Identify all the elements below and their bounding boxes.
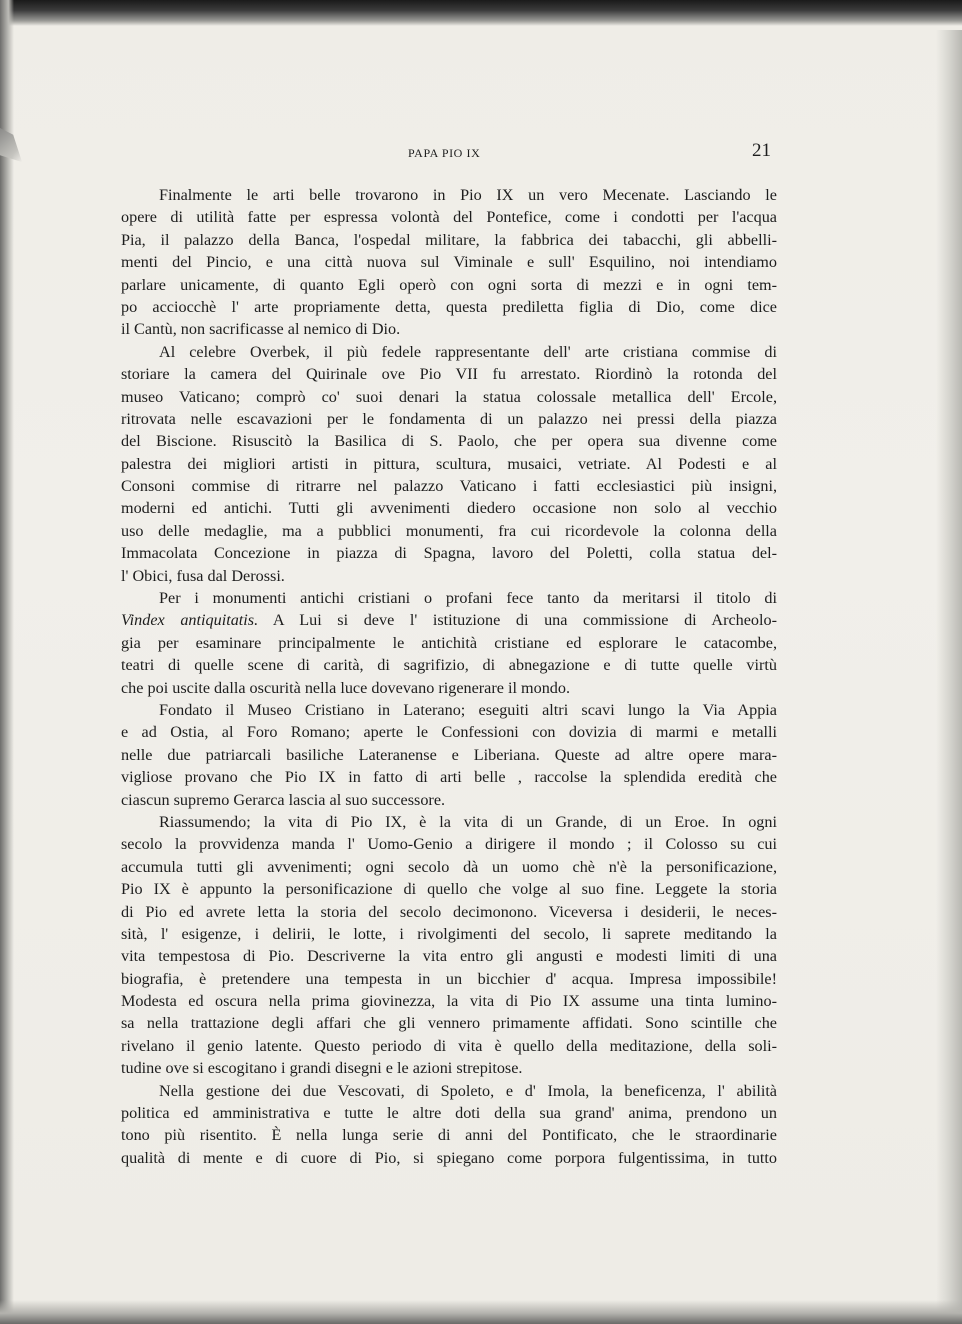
text-line: Modesta ed oscura nella prima giovinezza, la vita di Pio IX assume una tinta lumino-: [121, 992, 777, 1011]
text-line: palestra dei migliori artisti in pittura, scultura, musaici, vetriate. Al Podesti e al: [121, 454, 777, 473]
text-line: parlare unicamente, di quanto Egli operò con ogni sorta di mezzi e in ogni tem-: [121, 275, 777, 294]
text-line: l' Obici, fusa dal Derossi.: [121, 566, 285, 585]
text-line: tudine ove si escogitano i grandi disegni e le azioni strepitose.: [121, 1059, 523, 1078]
text-line: teatri di quelle scene di carità, di sagrifizio, di abnegazione e di tutte quelle virtù: [121, 656, 777, 675]
text-line: rivelano il genio latente. Questo periodo di vita è quello della meditazione, della soli-: [121, 1036, 777, 1055]
text-line: storiare la camera del Quirinale ove Pio VII fu arrestato. Riordinò la rotonda del: [121, 365, 777, 384]
text-line: nelle due patriarcali basiliche Lateranense e Liberiana. Queste ad altre opere mara-: [121, 745, 777, 764]
text-line-rest: A Lui si deve l' istituzione di una commissione di Archeolo-: [258, 611, 777, 630]
scan-left-shadow: [0, 0, 14, 1324]
scan-right-edge: [936, 30, 962, 1324]
text-line: politica ed amministrativa e tutte le altre doti della sua grand' anima, prendono un: [121, 1104, 777, 1123]
text-line: Per i monumenti antichi cristiani o profani fece tanto da meritarsi il titolo di: [159, 589, 777, 608]
text-line: biografia, è pretendere una tempesta in un bicchier d' acqua. Impresa impossibile!: [121, 969, 777, 988]
body-text: [121, 184, 777, 1169]
text-line: Finalmente le arti belle trovarono in Pio IX un vero Mecenate. Lasciando le: [159, 186, 777, 204]
page-number: 21: [752, 140, 771, 161]
text-line: menti del Pincio, e una città nuova sul Viminale e sull' Esquilino, noi intendiamo: [121, 253, 777, 272]
text-line: Immacolata Concezione in piazza di Spagna, lavoro del Poletti, colla statua del-: [121, 544, 777, 563]
text-line: che poi uscite dalla oscurità nella luce dovevano rigenerare il mondo.: [121, 678, 571, 697]
text-line: Al celebre Overbek, il più fedele rappresentante dell' arte cristiana commise di: [159, 342, 777, 361]
text-line: po acciocchè l' arte propriamente detta, questa prediletta figlia di Dio, come dice: [121, 297, 777, 316]
text-line: sa nella trattazione degli affari che gli vennero primamente affidati. Sono scintille che: [121, 1014, 777, 1033]
text-line: ritrovata nelle escavazioni per le fondamenta di un palazzo nei pressi della piazza: [121, 409, 777, 428]
text-line: del Biscione. Risuscitò la Basilica di S. Paolo, che per opera sua divenne come: [121, 432, 777, 451]
text-line: e ad Ostia, al Foro Romano; aperte le Confessioni con dovizia di marmi e metalli: [121, 723, 777, 742]
scan-bottom-shadow: [0, 1300, 962, 1324]
text-line: gia per esaminare principalmente le antichità cristiane ed esplorare le catacombe,: [121, 633, 777, 652]
text-line: museo Vaticano; comprò co' suoi denari la statua colossale metallica dell' Ercole,: [121, 387, 777, 406]
running-title: PAPA PIO IX: [408, 146, 481, 160]
text-line: vita tempestosa di Pio. Descriverne la vita entro gli angusti e modesti limiti di una: [121, 947, 777, 966]
text-line: opere di utilità fatte per espressa volontà del Pontefice, come i condotti per l'acqua: [121, 208, 777, 227]
text-line: sità, l' esigenze, i delirii, le lotte, i rivolgimenti del secolo, li saprete meditando la: [121, 924, 777, 943]
text-line: qualità di mente e di cuore di Pio, si spiegano come porpora fulgentissima, in tutto: [121, 1148, 777, 1167]
text-line: moderni ed antichi. Tutti gli avvenimenti diedero occasione non solo al vecchio: [121, 499, 777, 518]
text-line: tono più risentito. È nella lunga serie di anni del Pontificato, che le straordinarie: [121, 1126, 777, 1145]
text-line: di Pio ed avrete letta la storia del secolo decimonono. Viceversa i desiderii, le neces-: [121, 902, 777, 921]
text-line: uso delle medaglie, ma a pubblici monumenti, fra cui ricordevole la colonna della: [121, 521, 777, 540]
text-line: ciascun supremo Gerarca lascia al suo successore.: [121, 790, 446, 809]
text-line: il Cantù, non sacrificasse al nemico di Dio.: [121, 320, 401, 339]
text-line: Pia, il palazzo della Banca, l'ospedal militare, la fabbrica dei tabacchi, gli abbelli-: [121, 230, 777, 249]
text-line: Pio IX è appunto la personificazione di quello che volge al suo fine. Leggete la storia: [121, 880, 777, 899]
text-line: accumula tutti gli avvenimenti; ogni secolo dà un uomo chè n'è la personificazione,: [121, 857, 777, 876]
italic-phrase: Vindex antiquitatis.: [121, 611, 259, 630]
text-line: [121, 609, 777, 631]
text-line: vigliose provano che Pio IX in fatto di arti belle , raccolse la splendida eredità che: [121, 768, 777, 787]
text-line: Riassumendo; la vita di Pio IX, è la vita di un Grande, di un Eroe. In ogni: [159, 812, 777, 831]
scan-top-shadow: [0, 0, 962, 26]
text-line: Consoni commise di ritrarre nel palazzo Vaticano i fatti ecclesiastici più insigni,: [121, 477, 777, 496]
text-line: Fondato il Museo Cristiano in Laterano; eseguiti altri scavi lungo la Via Appia: [159, 700, 777, 719]
text-line: Nella gestione dei due Vescovati, di Spoleto, e d' Imola, la beneficenza, l' abilità: [159, 1081, 777, 1100]
text-line: secolo la provvidenza manda l' Uomo-Genio a dirigere il mondo ; il Colosso su cui: [121, 835, 777, 854]
